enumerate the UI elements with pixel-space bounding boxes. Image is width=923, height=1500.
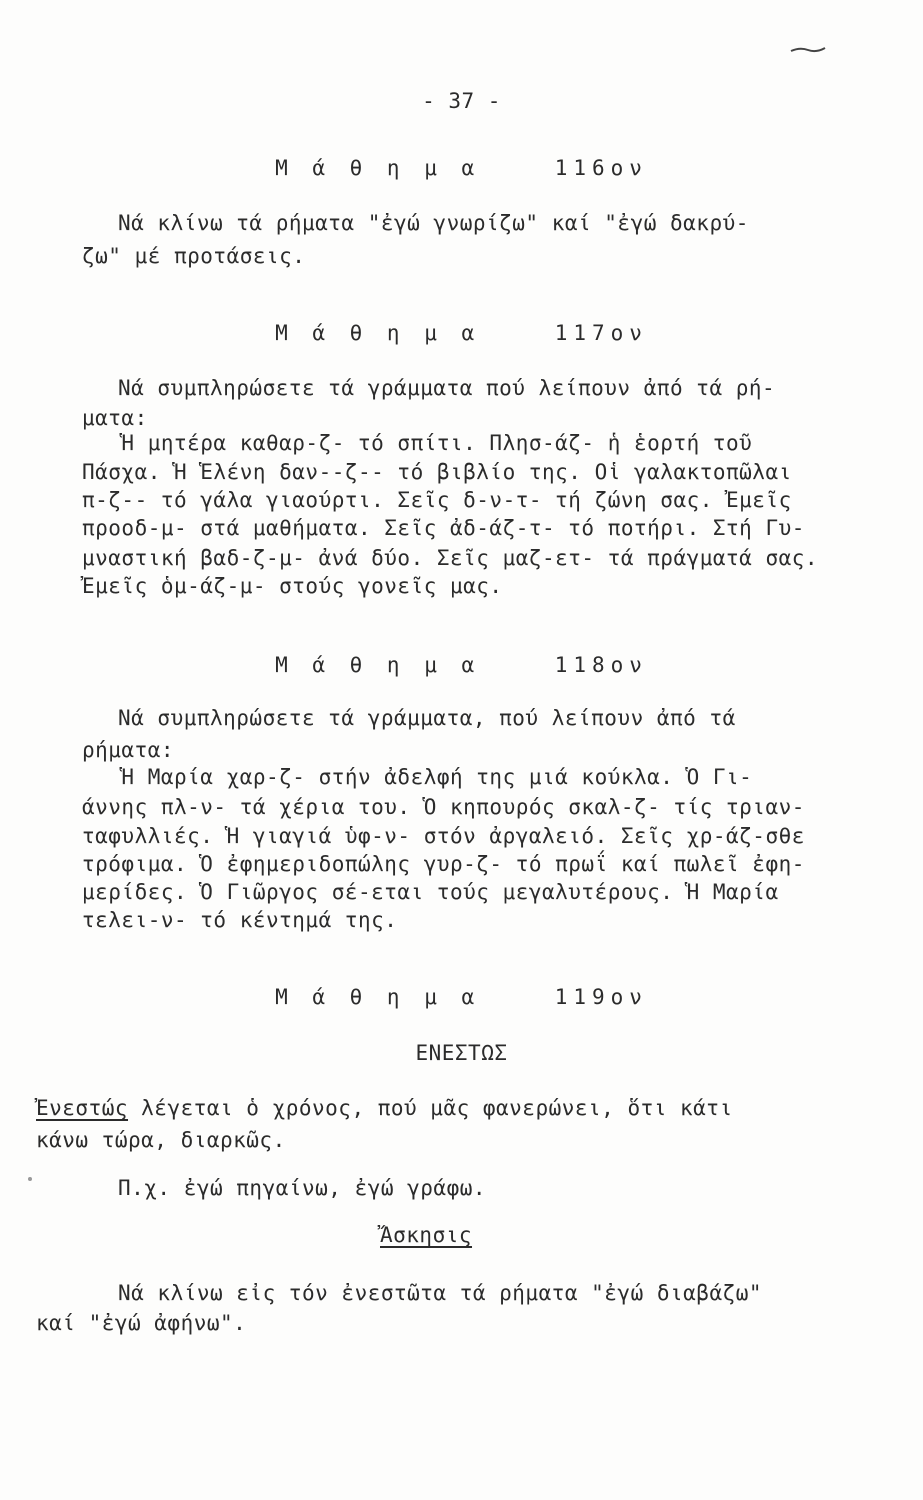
definition-line-2: κάνω τώρα, διαρκῶς. bbox=[36, 1128, 286, 1152]
lesson-117-line: Ἡ μητέρα καθαρ-ζ- τό σπίτι. Πλησ-άζ- ἡ ἑορτή τοῦ bbox=[82, 431, 753, 455]
lesson-118-line: ρήματα: bbox=[82, 738, 175, 762]
lesson-117-line: π-ζ-- τό γάλα γιαούρτι. Σεῖς δ-ν-τ- τή ζώνη σας. Ἐμεῖς bbox=[82, 488, 792, 512]
ink-smudge bbox=[790, 46, 826, 53]
lesson-119-title: Μ ά θ η μ α 119ον bbox=[275, 985, 648, 1009]
exercise-line: καί "ἐγώ ἀφήνω". bbox=[36, 1311, 247, 1335]
exercise-heading: Ἄσκησις bbox=[380, 1223, 473, 1247]
lesson-116-title: Μ ά θ η μ α 116ον bbox=[275, 156, 648, 180]
lesson-118-line: Νά συμπληρώσετε τά γράμματα, πού λείπουν ἀπό τά bbox=[118, 706, 736, 730]
lesson-118-title: Μ ά θ η μ α 118ον bbox=[275, 653, 648, 677]
lesson-117-line: Πάσχα. Ἡ Ἑλένη δαν--ζ-- τό βιβλίο της. Οἱ γαλακτοπῶλαι bbox=[82, 460, 792, 484]
ink-dot bbox=[28, 1177, 32, 1181]
definition-text: λέγεται ὁ χρόνος, πού μᾶς φανερώνει, ὅτι κάτι bbox=[128, 1096, 733, 1120]
lesson-116-line: Νά κλίνω τά ρήματα "ἐγώ γνωρίζω" καί "ἐγώ δακρύ- bbox=[118, 211, 749, 235]
lesson-117-line: προοδ-μ- στά μαθήματα. Σεῖς ἀδ-άζ-τ- τό ποτήρι. Στή Γυ- bbox=[82, 516, 805, 540]
lesson-117-line: Νά συμπληρώσετε τά γράμματα πού λείπουν ἀπό τά ρή- bbox=[118, 376, 776, 400]
lesson-118-line: άννης πλ-ν- τά χέρια του. Ὁ κηπουρός σκαλ-ζ- τίς τριαν- bbox=[82, 795, 805, 819]
lesson-118-line: ταφυλλιές. Ἡ γιαγιά ὑφ-ν- στόν ἀργαλειό. Σεῖς χρ-άζ-σθε bbox=[82, 824, 805, 848]
lesson-118-line: μερίδες. Ὁ Γιῶργος σέ-εται τούς μεγαλυτέρους. Ἡ Μαρία bbox=[82, 880, 779, 904]
exercise-line: Νά κλίνω εἰς τόν ἐνεστῶτα τά ρήματα "ἐγώ διαβάζω" bbox=[118, 1281, 763, 1305]
definition-line bbox=[36, 1095, 733, 1121]
section-heading: ΕΝΕΣΤΩΣ bbox=[415, 1041, 508, 1065]
lesson-116-line: ζω" μέ προτάσεις. bbox=[82, 244, 306, 268]
lesson-117-line: Ἐμεῖς ὁμ-άζ-μ- στούς γονεῖς μας. bbox=[82, 574, 503, 598]
lesson-118-line: Ἡ Μαρία χαρ-ζ- στήν ἀδελφή της μιά κούκλα. Ὁ Γι- bbox=[82, 765, 753, 789]
example-line: Π.χ. ἐγώ πηγαίνω, ἐγώ γράφω. bbox=[118, 1176, 487, 1200]
lesson-117-line: μναστική βαδ-ζ-μ- ἀνά δύο. Σεῖς μαζ-ετ- τά πράγματά σας. bbox=[82, 546, 819, 570]
lesson-118-line: τρόφιμα. Ὁ ἐφημεριδοπώλης γυρ-ζ- τό πρωΐ καί πωλεῖ ἐφη- bbox=[82, 852, 805, 876]
lesson-118-line: τελει-ν- τό κέντημά της. bbox=[82, 908, 398, 932]
page-number: - 37 - bbox=[422, 89, 501, 113]
definition-term: Ἐνεστώς bbox=[36, 1096, 129, 1120]
lesson-117-line: ματα: bbox=[82, 406, 148, 430]
lesson-117-title: Μ ά θ η μ α 117ον bbox=[275, 321, 648, 345]
